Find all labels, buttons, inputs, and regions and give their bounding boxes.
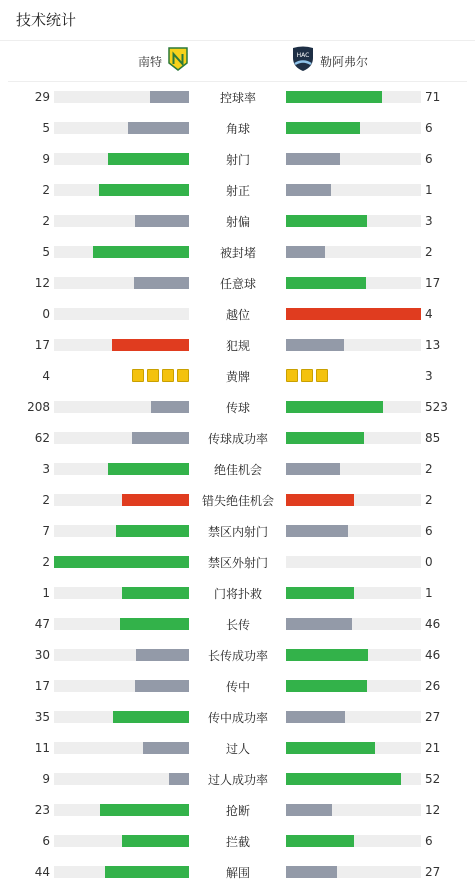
away-bar bbox=[286, 649, 368, 661]
home-bar-track bbox=[54, 525, 189, 537]
stat-label: 传球成功率 bbox=[207, 432, 268, 446]
home-value: 12 bbox=[34, 276, 50, 290]
stat-row bbox=[0, 733, 475, 764]
away-bar bbox=[286, 680, 367, 692]
stat-label: 长传 bbox=[225, 618, 250, 632]
away-bar-track bbox=[286, 339, 421, 351]
home-value: 47 bbox=[34, 617, 50, 631]
away-bar bbox=[286, 742, 375, 754]
home-value: 4 bbox=[42, 369, 50, 383]
home-bar bbox=[134, 277, 189, 289]
yellow-card-icon bbox=[132, 369, 144, 382]
home-bar-track bbox=[54, 277, 189, 289]
home-bar-track bbox=[54, 432, 189, 444]
yellow-card-icon bbox=[177, 369, 189, 382]
stat-label: 射正 bbox=[225, 184, 250, 198]
home-bar bbox=[120, 618, 189, 630]
stat-label: 门将扑救 bbox=[213, 587, 262, 601]
home-value: 6 bbox=[42, 834, 50, 848]
away-bar bbox=[286, 277, 366, 289]
away-bar-track bbox=[286, 525, 421, 537]
away-bar-track bbox=[286, 215, 421, 227]
home-bar-track bbox=[54, 556, 189, 568]
home-value: 1 bbox=[42, 586, 50, 600]
home-value: 3 bbox=[42, 462, 50, 476]
stat-row bbox=[0, 857, 475, 888]
away-value: 0 bbox=[425, 555, 433, 569]
away-value: 6 bbox=[425, 121, 433, 135]
home-bar bbox=[135, 680, 189, 692]
away-value: 3 bbox=[425, 214, 433, 228]
away-bar-track bbox=[286, 277, 421, 289]
stat-label: 传中 bbox=[225, 680, 250, 694]
yellow-card-icon bbox=[301, 369, 313, 382]
home-bar-track bbox=[54, 122, 189, 134]
away-bar-track bbox=[286, 246, 421, 258]
away-bar-track bbox=[286, 587, 421, 599]
home-value: 44 bbox=[34, 865, 50, 879]
stat-row bbox=[0, 485, 475, 516]
away-bar bbox=[286, 463, 340, 475]
stat-label: 过人成功率 bbox=[207, 773, 268, 787]
home-value: 17 bbox=[34, 679, 50, 693]
stat-label: 传中成功率 bbox=[207, 711, 268, 725]
yellow-card-icon bbox=[162, 369, 174, 382]
stat-row bbox=[0, 423, 475, 454]
away-value: 3 bbox=[425, 369, 433, 383]
away-team-name: 勒阿弗尔 bbox=[320, 54, 369, 69]
stat-label: 犯规 bbox=[225, 339, 250, 353]
nantes-logo-icon bbox=[168, 47, 188, 75]
stat-row bbox=[0, 392, 475, 423]
away-bar bbox=[286, 866, 337, 878]
away-value: 6 bbox=[425, 524, 433, 538]
stat-row bbox=[0, 702, 475, 733]
home-bar bbox=[93, 246, 189, 258]
stat-label: 错失绝佳机会 bbox=[201, 494, 274, 508]
stat-label: 控球率 bbox=[219, 91, 256, 105]
away-bar-track bbox=[286, 463, 421, 475]
stat-label: 越位 bbox=[225, 308, 250, 322]
away-bar-track bbox=[286, 742, 421, 754]
away-value: 27 bbox=[425, 710, 441, 724]
home-value: 9 bbox=[42, 772, 50, 786]
away-bar bbox=[286, 711, 345, 723]
away-bar-track bbox=[286, 91, 421, 103]
away-value: 523 bbox=[425, 400, 448, 414]
stat-label: 角球 bbox=[225, 122, 250, 136]
away-bar-track bbox=[286, 556, 421, 568]
away-bar-track bbox=[286, 308, 421, 320]
stat-row bbox=[0, 206, 475, 237]
home-bar-track bbox=[54, 494, 189, 506]
home-bar bbox=[116, 525, 189, 537]
away-bar-track bbox=[286, 494, 421, 506]
home-value: 2 bbox=[42, 183, 50, 197]
stat-label: 任意球 bbox=[219, 277, 256, 291]
stat-row bbox=[0, 144, 475, 175]
stat-label: 长传成功率 bbox=[207, 649, 268, 663]
home-value: 2 bbox=[42, 555, 50, 569]
away-bar-track bbox=[286, 711, 421, 723]
home-bar bbox=[108, 153, 189, 165]
home-bar-track bbox=[54, 680, 189, 692]
teams-header bbox=[0, 41, 475, 81]
away-bar-track bbox=[286, 184, 421, 196]
stat-label: 过人 bbox=[225, 742, 250, 756]
away-value: 2 bbox=[425, 245, 433, 259]
away-bar bbox=[286, 401, 383, 413]
home-bar bbox=[105, 866, 189, 878]
stat-row bbox=[0, 361, 475, 392]
away-bar bbox=[286, 804, 332, 816]
away-value: 71 bbox=[425, 90, 441, 104]
away-bar bbox=[286, 122, 360, 134]
away-value: 85 bbox=[425, 431, 441, 445]
stat-row bbox=[0, 113, 475, 144]
home-bar-track bbox=[54, 866, 189, 878]
stats-list bbox=[0, 82, 475, 888]
away-bar bbox=[286, 525, 348, 537]
home-value: 208 bbox=[27, 400, 50, 414]
home-bar-track bbox=[54, 215, 189, 227]
stat-row bbox=[0, 609, 475, 640]
away-value: 6 bbox=[425, 152, 433, 166]
stat-label: 黄牌 bbox=[225, 370, 250, 384]
away-bar bbox=[286, 339, 344, 351]
home-value: 11 bbox=[34, 741, 50, 755]
away-team[interactable] bbox=[292, 41, 368, 81]
home-bar-track bbox=[54, 835, 189, 847]
away-bar-track bbox=[286, 649, 421, 661]
stat-label: 解围 bbox=[225, 866, 250, 880]
home-bar-track bbox=[54, 246, 189, 258]
home-bar bbox=[151, 401, 189, 413]
stat-row bbox=[0, 175, 475, 206]
away-bar-track bbox=[286, 122, 421, 134]
home-value: 5 bbox=[42, 121, 50, 135]
away-bar bbox=[286, 494, 354, 506]
away-value: 1 bbox=[425, 183, 433, 197]
home-value: 35 bbox=[34, 710, 50, 724]
svg-text:HAC: HAC bbox=[296, 52, 310, 59]
stat-row bbox=[0, 454, 475, 485]
home-bar bbox=[122, 587, 190, 599]
home-bar-track bbox=[54, 339, 189, 351]
home-bar bbox=[113, 711, 189, 723]
away-bar bbox=[286, 432, 364, 444]
away-bar bbox=[286, 308, 421, 320]
home-bar-track bbox=[54, 649, 189, 661]
away-bar bbox=[286, 215, 367, 227]
away-bar bbox=[286, 618, 352, 630]
away-bar bbox=[286, 246, 325, 258]
away-value: 52 bbox=[425, 772, 441, 786]
home-bar-track bbox=[54, 184, 189, 196]
home-bar-track bbox=[54, 91, 189, 103]
le-havre-logo-icon bbox=[292, 46, 314, 76]
home-bar-track bbox=[54, 308, 189, 320]
stat-row bbox=[0, 578, 475, 609]
away-bar-track bbox=[286, 153, 421, 165]
away-yellow-cards bbox=[286, 369, 328, 382]
home-bar-track bbox=[54, 804, 189, 816]
away-value: 46 bbox=[425, 617, 441, 631]
stat-row bbox=[0, 299, 475, 330]
stat-row bbox=[0, 237, 475, 268]
away-bar bbox=[286, 153, 340, 165]
away-value: 21 bbox=[425, 741, 441, 755]
stat-label: 拦截 bbox=[225, 835, 250, 849]
home-value: 5 bbox=[42, 245, 50, 259]
stat-row bbox=[0, 795, 475, 826]
home-bar-track bbox=[54, 463, 189, 475]
away-value: 27 bbox=[425, 865, 441, 879]
home-bar-track bbox=[54, 742, 189, 754]
home-value: 17 bbox=[34, 338, 50, 352]
stat-row bbox=[0, 82, 475, 113]
away-value: 26 bbox=[425, 679, 441, 693]
home-value: 30 bbox=[34, 648, 50, 662]
home-bar-track bbox=[54, 618, 189, 630]
page-title: 技术统计 bbox=[16, 11, 77, 29]
home-bar bbox=[122, 835, 190, 847]
stat-row bbox=[0, 547, 475, 578]
yellow-card-icon bbox=[286, 369, 298, 382]
away-bar bbox=[286, 835, 354, 847]
home-value: 23 bbox=[34, 803, 50, 817]
yellow-card-icon bbox=[316, 369, 328, 382]
stat-row bbox=[0, 640, 475, 671]
stat-label: 传球 bbox=[225, 401, 250, 415]
home-value: 2 bbox=[42, 493, 50, 507]
home-value: 9 bbox=[42, 152, 50, 166]
away-value: 4 bbox=[425, 307, 433, 321]
away-value: 1 bbox=[425, 586, 433, 600]
away-bar-track bbox=[286, 804, 421, 816]
home-bar bbox=[99, 184, 189, 196]
home-bar bbox=[136, 649, 189, 661]
away-bar bbox=[286, 184, 331, 196]
stat-label: 绝佳机会 bbox=[213, 463, 262, 477]
away-bar-track bbox=[286, 773, 421, 785]
home-value: 2 bbox=[42, 214, 50, 228]
away-value: 46 bbox=[425, 648, 441, 662]
home-value: 29 bbox=[34, 90, 50, 104]
home-bar bbox=[143, 742, 189, 754]
home-yellow-cards bbox=[132, 369, 189, 382]
home-value: 0 bbox=[42, 307, 50, 321]
away-bar bbox=[286, 773, 401, 785]
home-value: 62 bbox=[34, 431, 50, 445]
yellow-card-icon bbox=[147, 369, 159, 382]
away-bar-track bbox=[286, 401, 421, 413]
stat-label: 射偏 bbox=[225, 215, 250, 229]
home-bar bbox=[132, 432, 189, 444]
home-bar bbox=[54, 556, 189, 568]
away-bar-track bbox=[286, 680, 421, 692]
home-bar-track bbox=[54, 401, 189, 413]
away-bar bbox=[286, 91, 382, 103]
away-value: 2 bbox=[425, 462, 433, 476]
stat-row bbox=[0, 764, 475, 795]
home-team[interactable] bbox=[138, 41, 188, 81]
stat-label: 抢断 bbox=[225, 804, 250, 818]
home-bar bbox=[128, 122, 189, 134]
home-bar-track bbox=[54, 711, 189, 723]
home-bar-track bbox=[54, 773, 189, 785]
stat-row bbox=[0, 516, 475, 547]
away-bar-track bbox=[286, 618, 421, 630]
away-bar-track bbox=[286, 432, 421, 444]
away-value: 13 bbox=[425, 338, 441, 352]
stat-row bbox=[0, 330, 475, 361]
away-value: 2 bbox=[425, 493, 433, 507]
home-bar-track bbox=[54, 587, 189, 599]
away-value: 12 bbox=[425, 803, 441, 817]
home-bar bbox=[100, 804, 189, 816]
stat-label: 被封堵 bbox=[219, 246, 256, 260]
home-bar-track bbox=[54, 153, 189, 165]
home-bar bbox=[108, 463, 189, 475]
away-bar bbox=[286, 587, 354, 599]
home-bar bbox=[122, 494, 190, 506]
stat-row bbox=[0, 826, 475, 857]
stat-row bbox=[0, 671, 475, 702]
away-value: 6 bbox=[425, 834, 433, 848]
home-bar bbox=[135, 215, 189, 227]
away-value: 17 bbox=[425, 276, 441, 290]
home-value: 7 bbox=[42, 524, 50, 538]
stat-row bbox=[0, 268, 475, 299]
home-bar bbox=[150, 91, 189, 103]
stat-label: 禁区内射门 bbox=[207, 525, 268, 539]
stat-label: 禁区外射门 bbox=[207, 556, 268, 570]
home-bar bbox=[169, 773, 189, 785]
away-bar-track bbox=[286, 866, 421, 878]
home-bar bbox=[112, 339, 189, 351]
away-bar-track bbox=[286, 835, 421, 847]
home-team-name: 南特 bbox=[137, 54, 162, 69]
stat-label: 射门 bbox=[225, 153, 250, 167]
